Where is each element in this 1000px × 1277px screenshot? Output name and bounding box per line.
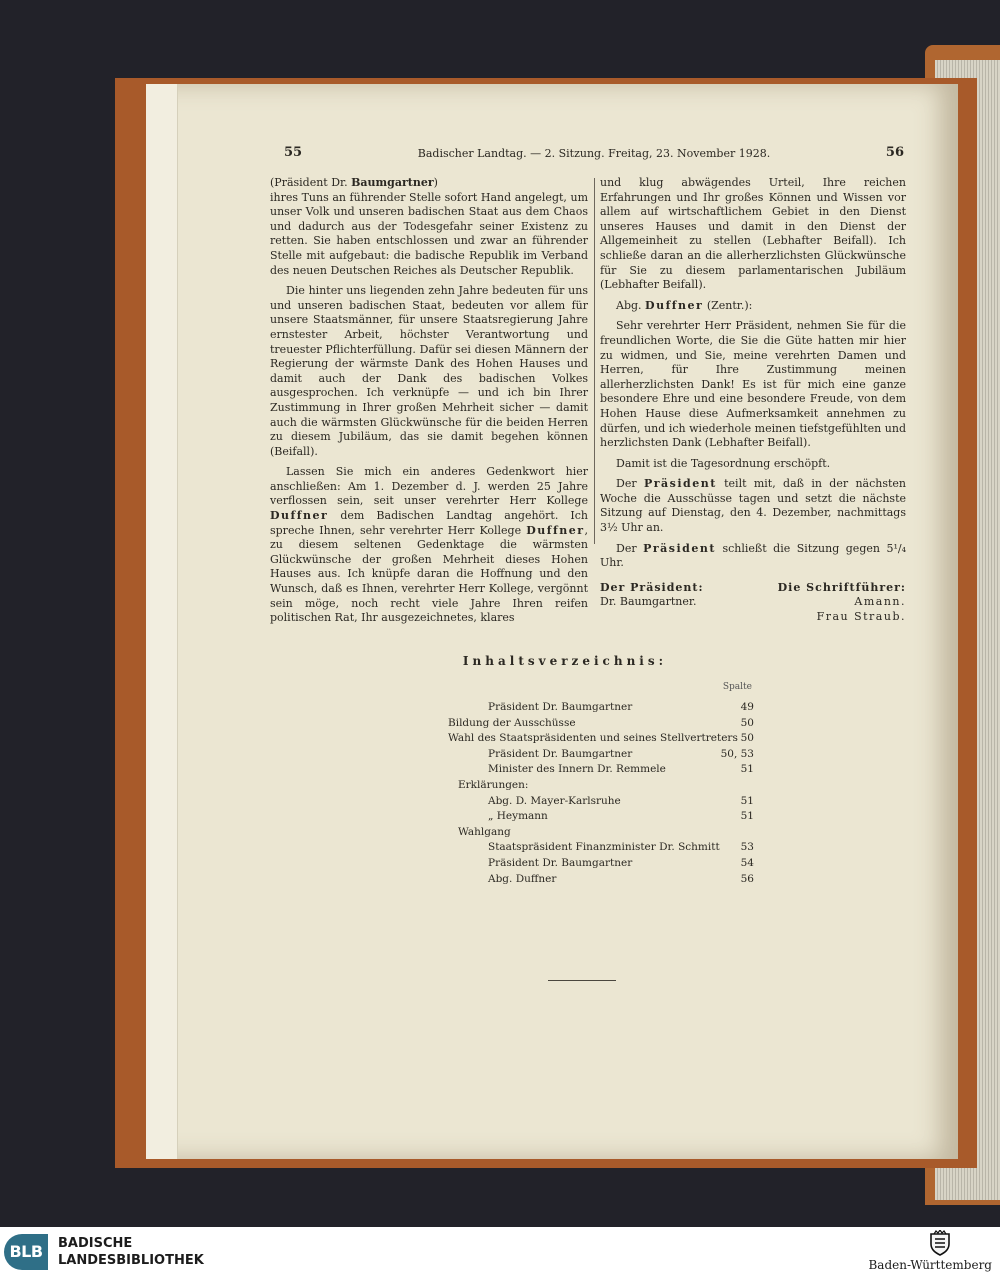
running-title: Badischer Landtag. — 2. Sitzung. Freitag, 23. November 1928. — [417, 147, 771, 160]
signature-name: Frau Straub. — [816, 610, 906, 624]
toc-entry-column: 51 — [740, 763, 754, 776]
toc-entry-text: „ Heymann — [488, 810, 548, 823]
toc-entry-column: 50 — [740, 732, 754, 745]
speaker-note — [600, 299, 906, 314]
paragraph: ihres Tuns an führender Stelle sofort Hand angelegt, um unser Volk und unseren badischen Staat aus dem Chaos und dadurch aus der Todesgefahr seiner Existenz zu retten. Sie haben entschlossen und zwar an führender Stelle mit aufgebaut: die badische Republik im Verband des neuen Deutschen Reiches als Deutscher Republik. — [270, 190, 588, 277]
signature-secretaries — [778, 581, 906, 625]
text-column-left — [270, 176, 588, 626]
toc-entry-text: Bildung der Ausschüsse — [448, 716, 576, 729]
speaker-note-suffix: ) — [433, 176, 438, 189]
toc-column-label: Spalte — [722, 682, 752, 692]
text-run: schließt die Sitzung gegen 5¹/₄ Uhr. — [600, 541, 906, 570]
text-run: teilt mit, daß in der nächsten Woche die Ausschüsse tagen und setzt die nächste Sitzung auf Dienstag, den 4. Dezember, nachmittags 3½ Uhr an. — [600, 477, 906, 535]
end-rule — [548, 980, 616, 981]
toc-entry — [448, 762, 754, 778]
toc-entry-text: Wahlgang — [458, 825, 511, 838]
toc-entry-text: Wahl des Staatspräsidenten und seines Stellvertreters — [448, 732, 738, 745]
paragraph — [600, 542, 906, 571]
toc-entry-text: Minister des Innern Dr. Remmele — [488, 763, 666, 776]
speaker-note-prefix: Abg. — [616, 298, 646, 312]
paragraph: Sehr verehrter Herr Präsident, nehmen Sie für die freundlichen Worte, die Sie die Güte hatten mir hier zu widmen, und Sie, meine verehrten Damen und Herren, für Ihre Zustimmung meinen allerherzlichsten Dank! Es ist für mich eine ganze besondere Ehre und eine besondere Freude, von dem Hohen Hause diese Aufmerksamkeit annehmen zu dürfen, und ich wiederhole meinen tiefstgefühlten und herzlichsten Dank (Lebhafter Beifall). — [600, 319, 906, 450]
toc-entry-column: 49 — [740, 701, 754, 713]
toc-entry-text: Abg. D. Mayer-Karlsruhe — [488, 794, 621, 807]
signature-heading: Die Schriftführer: — [777, 580, 906, 594]
speaker-note-prefix: (Präsident Dr. — [270, 176, 352, 189]
toc-entry-text: Staatspräsident Finanzminister Dr. Schmitt — [488, 841, 720, 854]
toc-entry-text: Erklärungen: — [458, 778, 529, 791]
page-header — [284, 146, 904, 164]
column-divider — [594, 178, 595, 544]
signature-name: Dr. Baumgartner. — [600, 595, 697, 609]
signature-president — [600, 581, 704, 610]
toc-entry — [448, 840, 754, 856]
text-run: Der — [616, 541, 644, 555]
toc-entry — [448, 856, 754, 872]
text-run: Der — [616, 477, 644, 491]
spaced-name: Präsident — [643, 477, 717, 491]
spaced-name: Präsident — [643, 541, 716, 555]
table-of-contents — [448, 700, 754, 887]
spaced-name: Duffner — [526, 523, 585, 537]
toc-entry-text: Präsident Dr. Baumgartner — [488, 856, 633, 869]
toc-entry-column: 51 — [740, 810, 754, 823]
text-run: , zu diesem seltenen Gedenktage die wärmsten Glückwünsche der großen Mehrheit dieses Hohen Hauses aus. Ich knüpfe daran die Hoffnung und den Wunsch, daß es Ihnen, verehrter Herr Kollege, vergönnt sein möge, noch recht viele Jahre Ihren reifen politischen Rat, Ihr ausgezeichnetes, klares — [270, 523, 588, 625]
toc-entry-column: 50 — [740, 716, 754, 729]
toc-entry-text: Präsident Dr. Baumgartner — [488, 701, 633, 713]
toc-title: Inhaltsverzeichnis: — [462, 654, 668, 668]
toc-entry — [448, 700, 754, 716]
page-number-left: 55 — [284, 145, 303, 160]
spaced-name: Duffner — [270, 509, 329, 523]
coat-of-arms-icon — [928, 1230, 952, 1256]
speaker-note — [270, 176, 588, 191]
paragraph: und klug abwägendes Urteil, Ihre reichen Erfahrungen und Ihr großes Können und Wissen vor allem auf wirtschaftlichem Gebiet in den Dienst unseres Hauses und damit in den Dienst der Allgemeinheit zu stellen (Lebhafter Beifall). Ich schließe daran an die allerherzlichsten Glückwünsche für Sie zu diesem parlamentarischen Jubiläum (Lebhafter Beifall). — [600, 176, 906, 292]
paragraph — [270, 465, 588, 626]
toc-entry — [448, 825, 754, 841]
toc-entry — [448, 731, 754, 747]
toc-entry — [448, 872, 754, 888]
signatures — [600, 581, 906, 627]
toc-entry-column: 50, 53 — [720, 747, 754, 760]
speaker-note-suffix: (Zentr.): — [703, 298, 753, 312]
toc-entry-column: 56 — [740, 872, 754, 885]
speaker-name: Baumgartner — [351, 176, 434, 189]
library-name[interactable] — [58, 1235, 204, 1269]
blb-logo[interactable]: BLB — [4, 1234, 48, 1270]
toc-entry-text: Abg. Duffner — [488, 872, 557, 885]
text-column-right — [600, 176, 906, 627]
text-run: dem Badischen Landtag angehört. Ich spreche Ihnen, sehr verehrter Herr Kollege — [270, 509, 588, 537]
toc-entry — [448, 794, 754, 810]
signature-heading: Der Präsident: — [600, 580, 704, 594]
toc-entry-column: 54 — [740, 856, 754, 869]
text-run: Lassen Sie mich ein anderes Gedenkwort hier anschließen: Am 1. Dezember d. J. werden 25 Jahre verflossen sein, seit unser verehrter Herr Kollege — [270, 465, 588, 508]
paragraph: Die hinter uns liegenden zehn Jahre bedeuten für uns und unseren badischen Staat, bedeuten vor allem für unsere Staatsmänner, für unsere Staatsregierung Jahre ernstester Arbeit, höchster Verantwortung und treuester Pflichterfüllung. Dafür sei diesen Männern der Regierung der wärmste Dank des Hohen Hauses und damit auch der Dank des badischen Volkes ausgesprochen. Ich verknüpfe — und ich bin Ihrer Zustimmung in Ihrer großen Mehrheit sicher — damit auch die wärmsten Glückwünsche für die beiden Herren zu diesem Jubiläum, das sie damit begehen können (Beifall). — [270, 284, 588, 458]
library-name-line1: BADISCHE — [58, 1236, 133, 1251]
toc-entry-column: 53 — [740, 841, 754, 854]
signature-name: Amann. — [854, 595, 906, 609]
page-number-right: 56 — [885, 145, 904, 160]
toc-entry-text: Präsident Dr. Baumgartner — [488, 747, 633, 760]
state-name[interactable]: Baden-Württemberg — [868, 1258, 992, 1272]
paragraph: Damit ist die Tagesordnung erschöpft. — [616, 456, 831, 470]
paragraph — [600, 477, 906, 535]
toc-entry — [448, 716, 754, 732]
toc-entry-column: 51 — [740, 794, 754, 807]
toc-entry — [448, 778, 754, 794]
library-name-line2: LANDESBIBLIOTHEK — [58, 1253, 204, 1268]
speaker-name: Duffner — [645, 298, 704, 312]
page-binding-margin — [146, 84, 178, 1159]
toc-entry — [448, 809, 754, 825]
toc-entry — [448, 747, 754, 763]
